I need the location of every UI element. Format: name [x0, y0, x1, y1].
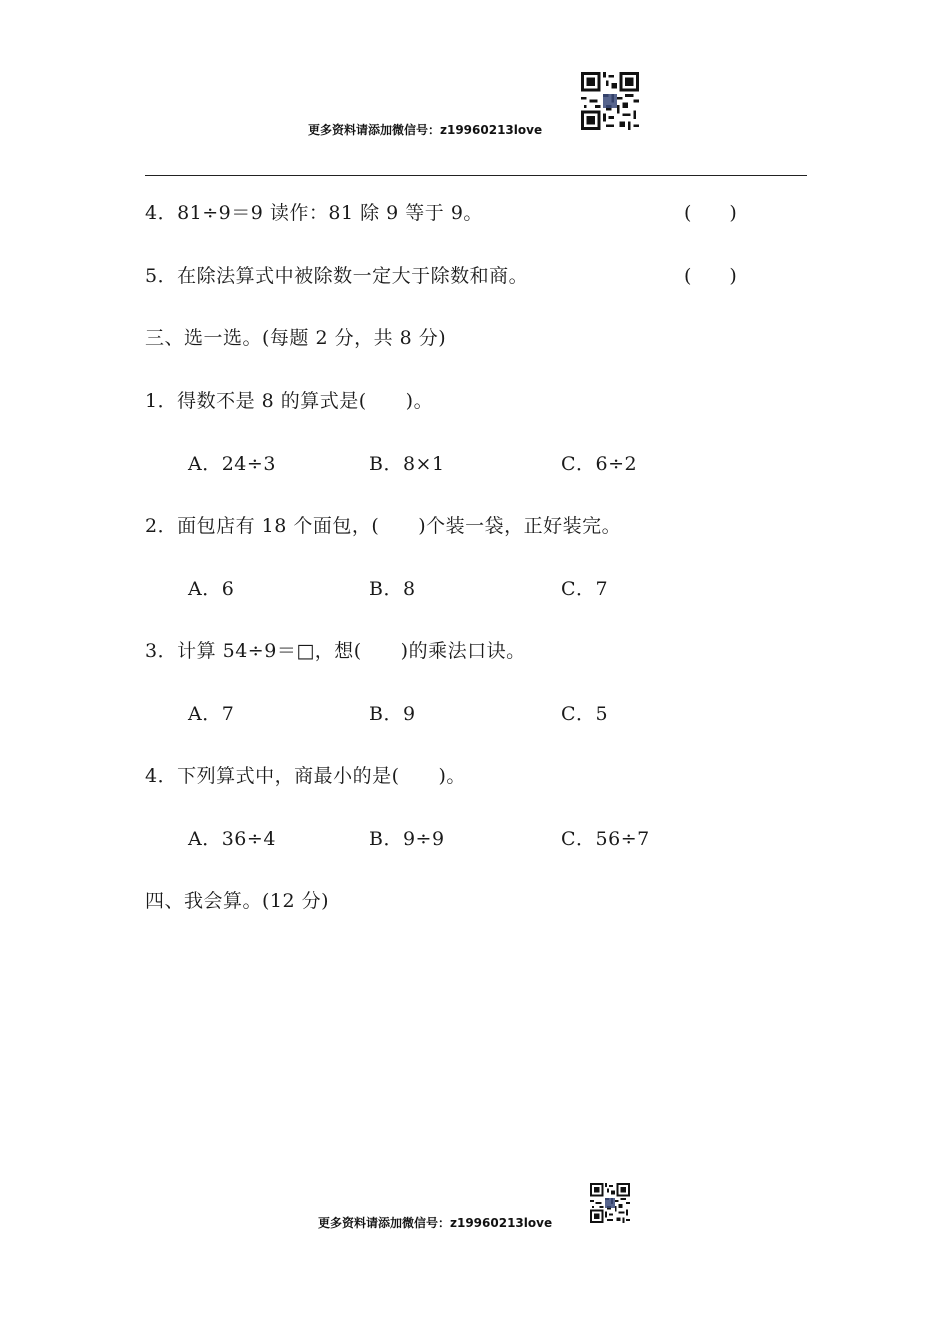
question-1-option-a[interactable]: A．24÷3 — [188, 453, 276, 475]
question-3-option-c[interactable]: C．5 — [561, 703, 609, 725]
question-1-option-c[interactable]: C．6÷2 — [561, 453, 638, 475]
question-2-option-c[interactable]: C．7 — [561, 578, 609, 600]
question-3-option-a[interactable]: A．7 — [188, 703, 235, 725]
footer-contact-text: 更多资料请添加微信号：z19960213love — [318, 1216, 553, 1230]
judge-item-5: 5．在除法算式中被除数一定大于除数和商。 — [145, 265, 529, 287]
question-4-option-b[interactable]: B．9÷9 — [369, 828, 445, 850]
section-4-title: 四、我会算。(12 分) — [145, 890, 330, 912]
question-4-stem: 4．下列算式中，商最小的是( )。 — [145, 765, 466, 787]
judge-item-5-answer-bracket[interactable]: ( ) — [684, 265, 737, 287]
judge-item-4: 4．81÷9＝9 读作：81 除 9 等于 9。 — [145, 202, 483, 224]
question-2-stem: 2．面包店有 18 个面包，( )个装一袋，正好装完。 — [145, 515, 622, 537]
question-4-option-c[interactable]: C．56÷7 — [561, 828, 650, 850]
question-4-option-a[interactable]: A．36÷4 — [188, 828, 276, 850]
question-1-stem: 1．得数不是 8 的算式是( )。 — [145, 390, 434, 412]
footer-qr-code-icon — [589, 1183, 631, 1223]
question-3-option-b[interactable]: B．9 — [369, 703, 416, 725]
question-3-stem: 3．计算 54÷9＝□，想( )的乘法口诀。 — [145, 640, 526, 662]
header-contact-text: 更多资料请添加微信号：z19960213love — [308, 123, 543, 137]
section-3-title: 三、选一选。(每题 2 分，共 8 分) — [145, 327, 447, 349]
question-2-option-b[interactable]: B．8 — [369, 578, 416, 600]
header-qr-code-icon — [580, 72, 640, 130]
question-2-option-a[interactable]: A．6 — [188, 578, 235, 600]
question-1-option-b[interactable]: B．8×1 — [369, 453, 445, 475]
judge-item-4-answer-bracket[interactable]: ( ) — [684, 202, 737, 224]
header-divider — [145, 175, 807, 176]
